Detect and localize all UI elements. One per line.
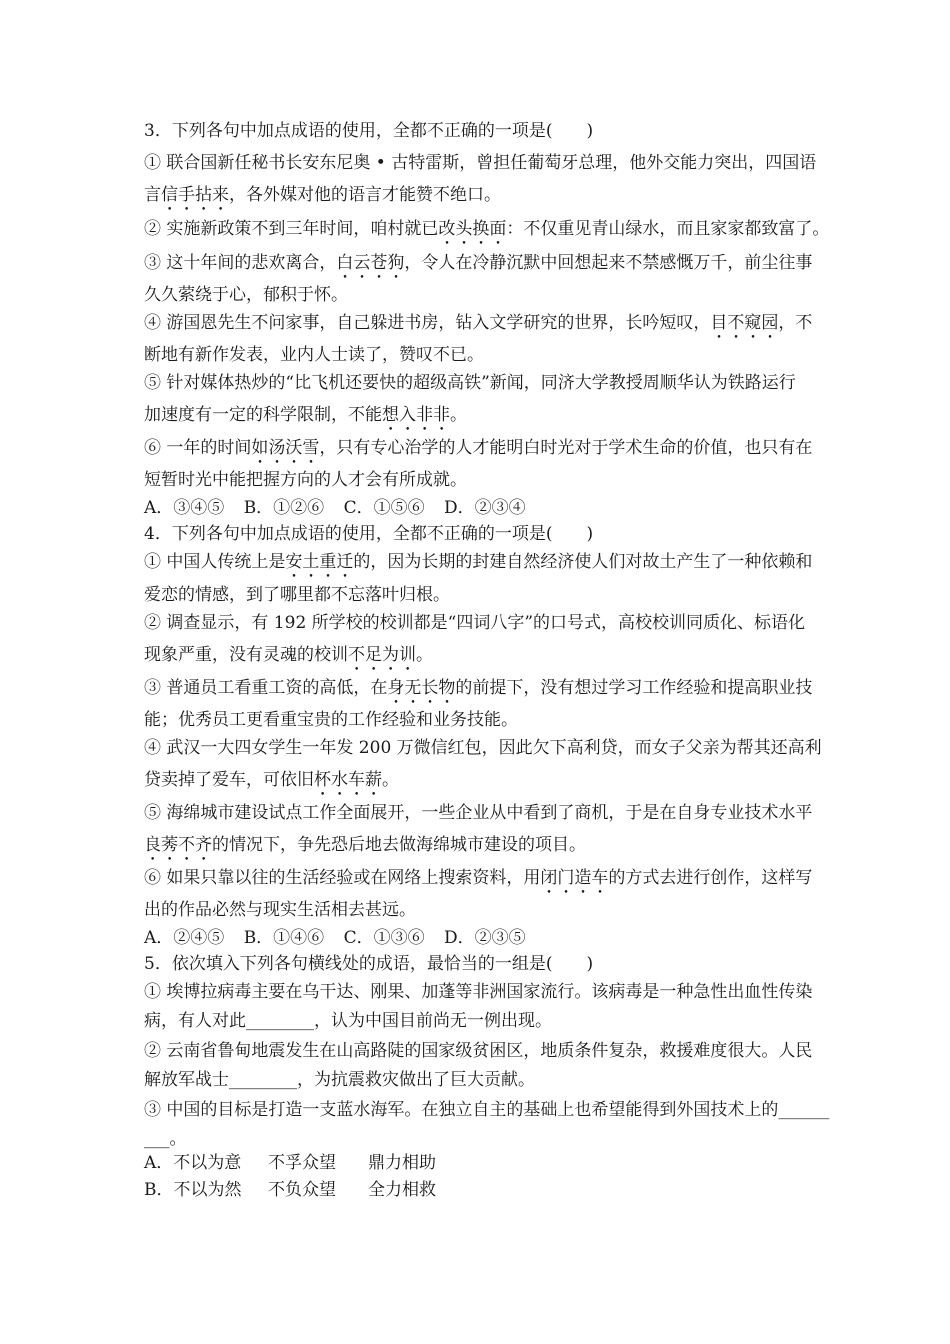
- q4-sentence-3-line-2: 能；优秀员工更看重宝贵的工作经验和业务技能。: [144, 710, 518, 730]
- q3-options: [144, 497, 816, 519]
- q4-sentence-6-line-1: ⑥ 如果只靠以往的生活经验或在网络上搜索资料，用闭门造车的方式去进行创作，这样写: [144, 868, 813, 888]
- q4-sentence-2-line-1: ② 调查显示，有 192 所学校的校训都是“四词八字”的口号式，高校校训同质化、标语化: [144, 613, 806, 633]
- q3-sentence-1-line-1: ① 联合国新任秘书长安东尼奥 • 古特雷斯，曾担任葡萄牙总理，他外交能力突出，四国语: [144, 153, 817, 173]
- q5-sentence-1-line-2: 病，有人对此________，认为中国目前尚无一例出现。: [144, 1011, 552, 1031]
- q4-sentence-4-line-2: 贷卖掉了爱车，可依旧杯水车薪。: [144, 770, 399, 790]
- q5-option-a[interactable]: A．不以为意 不孚众望 鼎力相助: [144, 1153, 436, 1173]
- q4-stem: 4．下列各句中加点成语的使用，全都不正确的一项是( ): [144, 524, 594, 544]
- dotted-idiom: 信手拈来: [161, 185, 229, 205]
- q3-sentence-4-line-2: 断地有新作发表，业内人士读了，赞叹不已。: [144, 345, 484, 365]
- option-d[interactable]: D．②③④: [444, 498, 526, 518]
- q4-options: [144, 927, 816, 949]
- q4-sentence-1-line-2: 爱恋的情感，到了哪里都不忘落叶归根。: [144, 585, 450, 605]
- option-c[interactable]: C．①⑤⑥: [343, 498, 425, 518]
- q3-sentence-2: ② 实施新政策不到三年时间，咱村就已改头换面：不仅重见青山绿水，而且家家都致富了。: [144, 219, 830, 239]
- dotted-idiom: 安土重迁: [285, 552, 354, 572]
- dotted-idiom: 身无长物: [387, 678, 456, 698]
- q4-sentence-1-line-1: ① 中国人传统上是安土重迁的，因为长期的封建自然经济使人们对故土产生了一种依赖和: [144, 552, 813, 572]
- dotted-idiom: 不足为训: [348, 645, 416, 665]
- dotted-idiom: 闭门造车: [540, 868, 609, 888]
- q5-sentence-2-line-2: 解放军战士________，为抗震救灾做出了巨大贡献。: [144, 1070, 535, 1090]
- q3-stem: 3．下列各句中加点成语的使用，全都不正确的一项是( ): [144, 121, 594, 141]
- dotted-idiom: 想入非非: [382, 405, 450, 425]
- q4-sentence-2-line-2: 现象严重，没有灵魂的校训不足为训。: [144, 645, 433, 665]
- option-b[interactable]: B．①④⑥: [243, 928, 325, 948]
- dotted-idiom: 良莠不齐: [144, 835, 212, 855]
- q4-sentence-5-line-2: 良莠不齐的情况下，争先恐后地去做海绵城市建设的项目。: [144, 835, 586, 855]
- option-c[interactable]: C．①③⑥: [343, 928, 425, 948]
- option-b[interactable]: B．①②⑥: [243, 498, 325, 518]
- q4-sentence-3-line-1: ③ 普通员工看重工资的高低，在身无长物的前提下，没有想过学习工作经验和提高职业技: [144, 678, 813, 698]
- option-d[interactable]: D．②③⑤: [444, 928, 526, 948]
- q5-option-b[interactable]: B．不以为然 不负众望 全力相救: [144, 1180, 436, 1200]
- q3-sentence-5-line-1: ⑤ 针对媒体热炒的“比飞机还要快的超级高铁”新闻，同济大学教授周顺华认为铁路运行: [144, 373, 796, 393]
- dotted-idiom: 如汤沃雪: [251, 438, 320, 458]
- q4-sentence-6-line-2: 出的作品必然与现实生活相去甚远。: [144, 900, 416, 920]
- q5-sentence-3-line-2: ___。: [144, 1129, 187, 1149]
- q4-sentence-5-line-1: ⑤ 海绵城市建设试点工作全面展开，一些企业从中看到了商机，于是在自身专业技术水平: [144, 803, 813, 823]
- option-a[interactable]: A．③④⑤: [144, 498, 225, 518]
- q3-sentence-4-line-1: ④ 游国恩先生不问家事，自己躲进书房，钻入文学研究的世界，长吟短叹，目不窥园，不: [144, 313, 813, 333]
- q5-stem: 5．依次填入下列各句横线处的成语，最恰当的一组是( ): [144, 954, 594, 974]
- q5-sentence-3-line-1: ③ 中国的目标是打造一支蓝水海军。在独立自主的基础上也希望能得到外国技术上的______: [144, 1100, 830, 1120]
- q3-sentence-1-line-2: 言信手拈来，各外媒对他的语言才能赞不绝口。: [144, 185, 501, 205]
- option-a[interactable]: A．②④⑤: [144, 928, 225, 948]
- dotted-idiom: 杯水车薪: [314, 770, 382, 790]
- q4-sentence-4-line-1: ④ 武汉一大四女学生一年发 200 万微信红包，因此欠下高利贷，而女子父亲为帮其还高利: [144, 738, 822, 758]
- q5-sentence-1-line-1: ① 埃博拉病毒主要在乌干达、刚果、加蓬等非洲国家流行。该病毒是一种急性出血性传染: [144, 982, 813, 1002]
- q3-sentence-6-line-1: ⑥ 一年的时间如汤沃雪，只有专心治学的人才能明白时光对于学术生命的价值，也只有在: [144, 438, 813, 458]
- dotted-idiom: 改头换面: [438, 219, 507, 239]
- q3-sentence-5-line-2: 加速度有一定的科学限制，不能想入非非。: [144, 405, 467, 425]
- dotted-idiom: 白云苍狗: [336, 253, 405, 273]
- q3-sentence-3-line-2: 久久萦绕于心，郁积于怀。: [144, 285, 348, 305]
- q5-sentence-2-line-1: ② 云南省鲁甸地震发生在山高路陡的国家级贫困区，地质条件复杂，救援难度很大。人民: [144, 1041, 813, 1061]
- dotted-idiom: 目不窥园: [710, 313, 779, 333]
- q3-sentence-6-line-2: 短暂时光中能把握方向的人才会有所成就。: [144, 470, 467, 490]
- q3-sentence-3-line-1: ③ 这十年间的悲欢离合，白云苍狗，令人在冷静沉默中回想起来不禁感慨万千，前尘往事: [144, 253, 813, 273]
